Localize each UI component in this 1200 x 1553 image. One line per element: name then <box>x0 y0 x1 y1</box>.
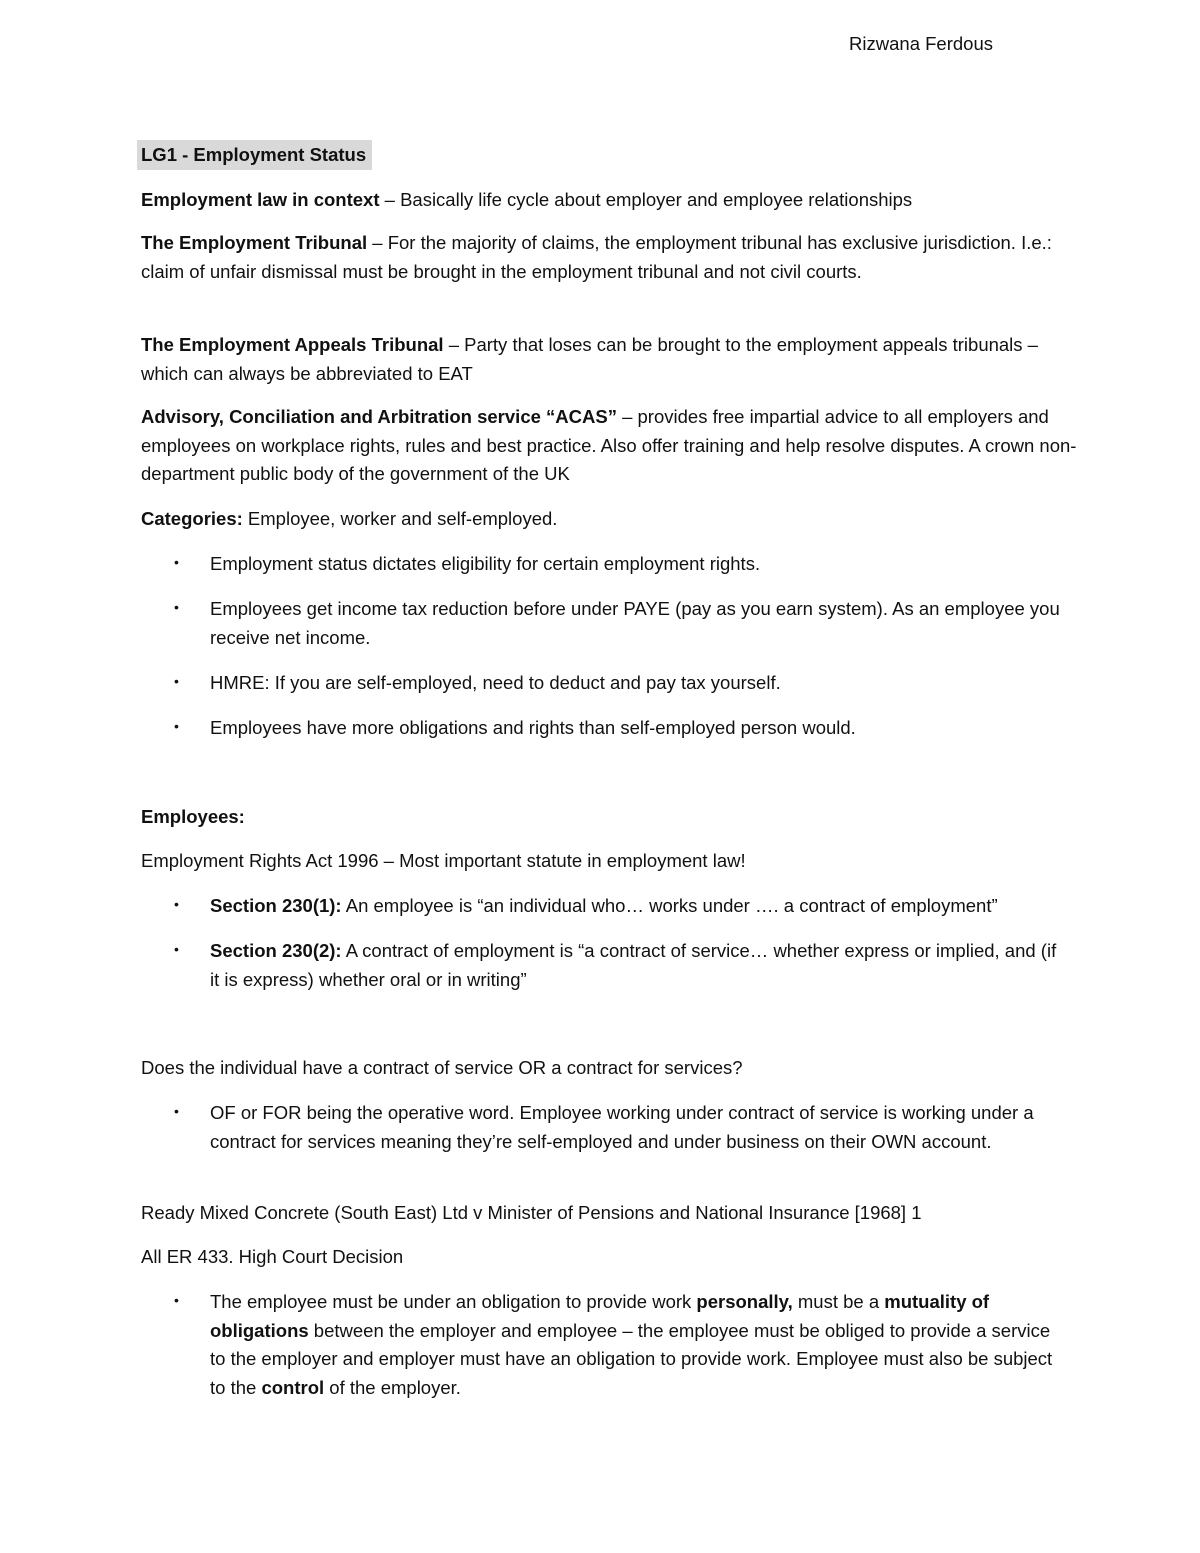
list-item: Employees have more obligations and rights than self-employed person would. <box>210 717 856 738</box>
categories-list: Employee, worker and self-employed. <box>242 508 558 529</box>
paragraph-employment-tribunal <box>141 229 1081 286</box>
section-230-2-label: Section 230(2): <box>210 940 342 961</box>
paragraph-categories <box>141 505 1081 534</box>
term-categories: Categories: <box>141 508 243 529</box>
bullet-dot: • <box>174 896 179 912</box>
obligation-text-1: The employee must be under an obligation to provide work <box>210 1291 697 1312</box>
bullet-dot: • <box>174 673 179 689</box>
obligation-text-3: between the employer and employee – the employee must be obliged to provide a service to the employer and employer must have an obligation to provide work. Employee must also be subject to the <box>210 1319 1053 1399</box>
obligation-text-2: must be a <box>792 1291 885 1312</box>
definition-acas: – provides free impartial advice to all employers and employees on workplace rights, rules and best practice. Also offer training and help resolve disputes. A crown non-department public body of the government of the UK <box>141 406 1077 485</box>
bullet-dot: • <box>174 599 179 615</box>
definition-employment-law-context: – Basically life cycle about employer and employee relationships <box>379 189 913 210</box>
list-item: HMRE: If you are self-employed, need to deduct and pay tax yourself. <box>210 672 781 693</box>
obligation-text-4: of the employer. <box>324 1377 461 1399</box>
paragraph-employment-law-context <box>141 186 1081 215</box>
bullet-dot: • <box>174 554 179 570</box>
term-employment-law-context: Employment law in context <box>141 189 380 210</box>
list-item-section-230-1 <box>210 892 1070 921</box>
list-item-section-230-2 <box>210 937 1070 994</box>
section-230-1-label: Section 230(1): <box>210 895 342 916</box>
case-citation-line-1: Ready Mixed Concrete (South East) Ltd v Minister of Pensions and National Insurance [1968] 1 <box>141 1202 922 1223</box>
term-employment-tribunal: The Employment Tribunal <box>141 232 368 253</box>
definition-employment-appeals-tribunal: – Party that loses can be brought to the employment appeals tribunals – which can always be abbreviated to EAT <box>141 334 1038 384</box>
term-personally: personally, <box>696 1291 793 1312</box>
header-author: Rizwana Ferdous <box>849 33 993 54</box>
page-title: LG1 - Employment Status <box>137 140 372 170</box>
list-item-operative-word: OF or FOR being the operative word. Employee working under contract of service is working under a contract for services meaning they’re self-employed and under business on their OWN account. <box>210 1102 1034 1152</box>
bullet-dot: • <box>174 718 179 734</box>
paragraph-acas <box>141 403 1081 489</box>
term-mutuality-of-obligations: mutuality of obligations <box>210 1291 990 1341</box>
section-230-1-text: An employee is “an individual who… works under …. a contract of employment” <box>341 895 998 916</box>
list-item-employee-obligations <box>210 1288 1070 1403</box>
contract-question: Does the individual have a contract of service OR a contract for services? <box>141 1057 743 1078</box>
bullet-dot: • <box>174 1103 179 1119</box>
list-item: Employment status dictates eligibility for certain employment rights. <box>210 553 761 574</box>
employees-heading: Employees: <box>141 806 245 827</box>
term-control: control <box>261 1377 325 1399</box>
paragraph-employment-appeals-tribunal <box>141 331 1081 388</box>
section-230-2-text: A contract of employment is “a contract of service… whether express or implied, and (if it is express) whether oral or in writing” <box>210 940 1057 990</box>
term-acas: Advisory, Conciliation and Arbitration service “ACAS” <box>141 406 617 427</box>
bullet-dot: • <box>174 1292 179 1308</box>
bullet-dot: • <box>174 941 179 957</box>
case-citation-line-2: All ER 433. High Court Decision <box>141 1246 404 1267</box>
term-employment-appeals-tribunal: The Employment Appeals Tribunal <box>141 334 444 355</box>
definition-employment-tribunal: – For the majority of claims, the employment tribunal has exclusive jurisdiction. I.e.: claim of unfair dismissal must be brought in the employment tribunal and not civil courts. <box>141 232 1052 282</box>
list-item: Employees get income tax reduction before under PAYE (pay as you earn system). As an employee you receive net income. <box>210 598 1060 648</box>
era-statute-line: Employment Rights Act 1996 – Most important statute in employment law! <box>141 850 746 871</box>
